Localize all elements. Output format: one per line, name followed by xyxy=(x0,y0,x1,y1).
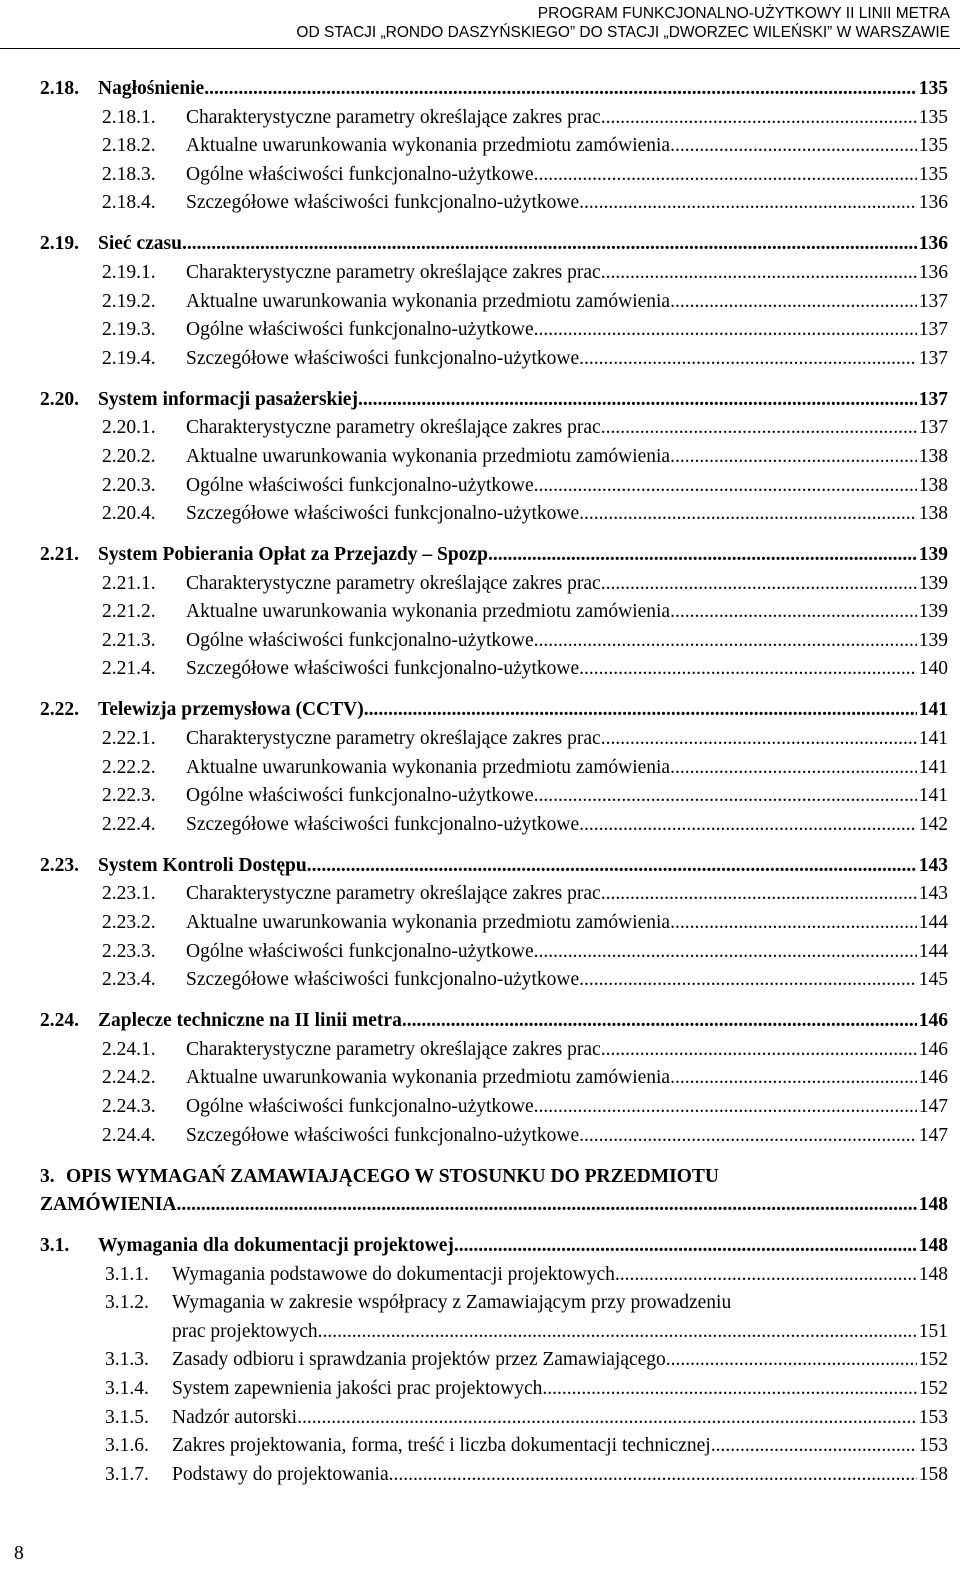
toc-entry-page: 137 xyxy=(918,319,948,341)
table-of-contents xyxy=(40,75,948,1489)
header-rule xyxy=(0,48,960,49)
toc-entry[interactable] xyxy=(40,132,948,161)
toc-entry[interactable] xyxy=(40,1375,948,1404)
toc-entry-title: ZAMÓWIENIA xyxy=(40,1194,177,1216)
toc-entry-title: System zapewnienia jakości prac projektowych xyxy=(172,1378,543,1400)
toc-dot-leader xyxy=(402,1007,917,1036)
toc-entry[interactable] xyxy=(40,1461,948,1490)
toc-entry-number: 2.18.1. xyxy=(102,106,156,128)
toc-dot-leader xyxy=(579,811,917,840)
toc-dot-leader xyxy=(615,1261,917,1290)
toc-entry-page: 152 xyxy=(918,1378,948,1400)
page-number: 8 xyxy=(14,1543,24,1564)
toc-entry-number: 3. xyxy=(40,1165,55,1187)
toc-entry[interactable] xyxy=(40,541,948,570)
toc-dot-leader xyxy=(534,161,917,190)
toc-entry-page: 141 xyxy=(918,785,948,807)
toc-dot-leader xyxy=(534,938,917,967)
toc-entry-title: Zaplecze techniczne na II linii metra xyxy=(98,1010,402,1032)
toc-entry[interactable] xyxy=(40,1318,948,1347)
toc-entry-page: 147 xyxy=(918,1095,948,1117)
toc-entry-number: 2.19. xyxy=(40,233,79,255)
toc-entry[interactable] xyxy=(40,1346,948,1375)
toc-entry[interactable] xyxy=(40,754,948,783)
toc-dot-leader xyxy=(666,1346,917,1375)
toc-dot-leader xyxy=(601,414,917,443)
toc-entry-page: 141 xyxy=(918,756,948,778)
toc-entry[interactable] xyxy=(40,696,948,725)
toc-entry-title: Ogólne właściwości funkcjonalno-użytkowe xyxy=(186,474,534,496)
toc-entry-page: 144 xyxy=(918,911,948,933)
toc-entry-number: 3.1.2. xyxy=(105,1292,149,1314)
toc-entry-title: System Pobierania Opłat za Przejazdy – Spozp xyxy=(98,544,488,566)
toc-entry-page: 151 xyxy=(918,1320,948,1342)
toc-entry[interactable] xyxy=(40,288,948,317)
toc-entry[interactable] xyxy=(40,1064,948,1093)
toc-entry-number: 3.1.6. xyxy=(105,1435,149,1457)
toc-entry-page: 139 xyxy=(918,544,948,566)
toc-entry-page: 148 xyxy=(918,1194,948,1216)
toc-dot-leader xyxy=(670,598,917,627)
toc-entry-page: 139 xyxy=(918,572,948,594)
toc-entry[interactable] xyxy=(40,386,948,415)
toc-entry-title: Ogólne właściwości funkcjonalno-użytkowe xyxy=(186,1095,534,1117)
toc-entry-title: prac projektowych xyxy=(172,1320,318,1342)
toc-entry-title: Charakterystyczne parametry określające zakres prac xyxy=(186,572,601,594)
toc-entry-page: 137 xyxy=(918,290,948,312)
toc-entry[interactable] xyxy=(40,104,948,133)
toc-entry-page: 142 xyxy=(918,813,948,835)
toc-entry-line xyxy=(40,1163,948,1192)
toc-entry-title: Szczegółowe właściwości funkcjonalno-użytkowe xyxy=(186,347,580,369)
toc-entry-number: 2.21.2. xyxy=(102,601,156,623)
toc-entry-number: 2.24.1. xyxy=(102,1038,156,1060)
toc-entry-title: Ogólne właściwości funkcjonalno-użytkowe xyxy=(186,319,534,341)
toc-entry[interactable] xyxy=(40,189,948,218)
toc-dot-leader xyxy=(534,316,917,345)
toc-entry[interactable] xyxy=(40,938,948,967)
toc-entry-number: 2.19.3. xyxy=(102,319,156,341)
toc-entry-page: 135 xyxy=(918,163,948,185)
toc-entry-page: 153 xyxy=(918,1406,948,1428)
toc-dot-leader xyxy=(601,570,917,599)
toc-entry-page: 143 xyxy=(918,854,948,876)
toc-entry[interactable] xyxy=(40,1432,948,1461)
toc-entry-number: 2.24.3. xyxy=(102,1095,156,1117)
toc-dot-leader xyxy=(177,1191,917,1220)
toc-entry-number: 2.21.4. xyxy=(102,658,156,680)
toc-dot-leader xyxy=(670,132,917,161)
toc-dot-leader xyxy=(601,1036,917,1065)
toc-entry-number: 2.18. xyxy=(40,78,79,99)
toc-entry-title: System Kontroli Dostępu xyxy=(98,854,307,876)
toc-entry-title: Sieć czasu xyxy=(98,233,182,255)
toc-entry[interactable] xyxy=(40,161,948,190)
toc-entry-title: Wymagania dla dokumentacji projektowej xyxy=(98,1235,454,1257)
toc-dot-leader xyxy=(579,1122,917,1151)
toc-entry-page: 135 xyxy=(918,106,948,128)
toc-dot-leader xyxy=(711,1432,917,1461)
toc-dot-leader xyxy=(579,500,917,529)
toc-entry[interactable] xyxy=(40,1191,948,1220)
toc-entry-title: Charakterystyczne parametry określające zakres prac xyxy=(186,106,601,128)
toc-entry-title: Szczegółowe właściwości funkcjonalno-użytkowe xyxy=(186,658,580,680)
toc-dot-leader xyxy=(670,288,917,317)
toc-dot-leader xyxy=(389,1461,917,1490)
toc-entry-page: 158 xyxy=(918,1463,948,1485)
toc-entry-title: Wymagania w zakresie współpracy z Zamawiającym przy prowadzeniu xyxy=(172,1292,732,1314)
toc-entry-number: 2.21.1. xyxy=(102,572,156,594)
toc-entry-title: Ogólne właściwości funkcjonalno-użytkowe xyxy=(186,629,534,651)
toc-entry-page: 148 xyxy=(918,1263,948,1285)
toc-dot-leader xyxy=(307,852,917,881)
toc-entry[interactable] xyxy=(40,570,948,599)
toc-dot-leader xyxy=(297,1404,917,1433)
toc-entry-page: 145 xyxy=(918,969,948,991)
toc-entry-page: 146 xyxy=(918,1067,948,1089)
toc-entry-title: System informacji pasażerskiej xyxy=(98,388,358,410)
toc-dot-leader xyxy=(670,1064,917,1093)
toc-entry-page: 137 xyxy=(918,417,948,439)
toc-entry-number: 2.23.3. xyxy=(102,940,156,962)
toc-dot-leader xyxy=(534,472,917,501)
toc-entry-title: Charakterystyczne parametry określające zakres prac xyxy=(186,417,601,439)
toc-entry-number: 2.18.3. xyxy=(102,163,156,185)
toc-entry-page: 136 xyxy=(918,192,948,214)
toc-entry-title: Zakres projektowania, forma, treść i liczba dokumentacji technicznej xyxy=(172,1435,711,1457)
toc-entry-page: 136 xyxy=(918,233,948,255)
toc-entry-number: 2.22.4. xyxy=(102,813,156,835)
toc-entry-title: Charakterystyczne parametry określające zakres prac xyxy=(186,728,601,750)
toc-entry[interactable] xyxy=(40,655,948,684)
toc-entry-number: 2.18.4. xyxy=(102,192,156,214)
toc-entry-page: 146 xyxy=(918,1010,948,1032)
toc-entry[interactable] xyxy=(40,725,948,754)
toc-entry-number: 2.23.2. xyxy=(102,911,156,933)
toc-entry-page: 140 xyxy=(918,658,948,680)
toc-entry[interactable] xyxy=(40,472,948,501)
toc-entry-title: Nadzór autorski xyxy=(172,1406,298,1428)
toc-entry-title: Ogólne właściwości funkcjonalno-użytkowe xyxy=(186,785,534,807)
toc-entry-title: OPIS WYMAGAŃ ZAMAWIAJĄCEGO W STOSUNKU DO PRZEDMIOTU xyxy=(66,1165,719,1187)
toc-dot-leader xyxy=(454,1232,917,1261)
toc-entry[interactable] xyxy=(40,909,948,938)
toc-entry[interactable] xyxy=(40,1261,948,1290)
toc-dot-leader xyxy=(542,1375,916,1404)
toc-dot-leader xyxy=(579,655,917,684)
toc-entry-page: 138 xyxy=(918,474,948,496)
toc-entry-title: Szczegółowe właściwości funkcjonalno-użytkowe xyxy=(186,192,580,214)
toc-entry[interactable] xyxy=(40,1036,948,1065)
toc-entry-page: 148 xyxy=(918,1235,948,1257)
toc-entry-page: 146 xyxy=(918,1038,948,1060)
toc-dot-leader xyxy=(579,189,917,218)
toc-entry-title: Charakterystyczne parametry określające zakres prac xyxy=(186,883,601,905)
toc-entry-number: 2.24.2. xyxy=(102,1067,156,1089)
toc-entry-title: Telewizja przemysłowa (CCTV) xyxy=(98,699,364,721)
toc-entry-number: 2.20.1. xyxy=(102,417,156,439)
toc-entry-number: 2.20.2. xyxy=(102,445,156,467)
toc-entry-title: Szczegółowe właściwości funkcjonalno-użytkowe xyxy=(186,503,580,525)
toc-entry-number: 2.22.2. xyxy=(102,756,156,778)
toc-entry[interactable] xyxy=(40,852,948,881)
toc-entry-number: 2.22.3. xyxy=(102,785,156,807)
toc-entry-number: 2.23.4. xyxy=(102,969,156,991)
toc-dot-leader xyxy=(579,966,917,995)
toc-entry[interactable] xyxy=(40,230,948,259)
toc-entry-number: 2.24. xyxy=(40,1010,79,1032)
toc-entry-number: 2.19.2. xyxy=(102,290,156,312)
toc-dot-leader xyxy=(182,230,917,259)
toc-entry-page: 152 xyxy=(918,1349,948,1371)
toc-entry-number: 3.1.4. xyxy=(105,1378,149,1400)
toc-entry-page: 153 xyxy=(918,1435,948,1457)
toc-entry-title: Aktualne uwarunkowania wykonania przedmiotu zamówienia xyxy=(186,135,671,157)
toc-entry-line xyxy=(40,1289,948,1318)
toc-entry-title: Aktualne uwarunkowania wykonania przedmiotu zamówienia xyxy=(186,445,671,467)
toc-entry[interactable] xyxy=(40,443,948,472)
toc-entry-number: 3.1.3. xyxy=(105,1349,149,1371)
toc-entry-title: Charakterystyczne parametry określające zakres prac xyxy=(186,1038,601,1060)
header-line-1: PROGRAM FUNKCJONALNO-UŻYTKOWY II LINII METRA xyxy=(537,5,950,22)
toc-entry-page: 143 xyxy=(918,883,948,905)
toc-dot-leader xyxy=(488,541,917,570)
toc-entry-title: Podstawy do projektowania xyxy=(172,1463,389,1485)
toc-entry-number: 2.22. xyxy=(40,699,79,721)
toc-entry-number: 2.20.3. xyxy=(102,474,156,496)
toc-entry-page: 137 xyxy=(918,347,948,369)
toc-entry-number: 2.24.4. xyxy=(102,1124,156,1146)
toc-entry-number: 2.19.4. xyxy=(102,347,156,369)
toc-dot-leader xyxy=(534,1093,917,1122)
toc-entry-number: 2.23.1. xyxy=(102,883,156,905)
toc-entry[interactable] xyxy=(40,414,948,443)
toc-entry-title: Szczegółowe właściwości funkcjonalno-użytkowe xyxy=(186,1124,580,1146)
toc-entry[interactable] xyxy=(40,811,948,840)
toc-dot-leader xyxy=(579,345,917,374)
toc-entry-title: Ogólne właściwości funkcjonalno-użytkowe xyxy=(186,163,534,185)
toc-entry-number: 2.23. xyxy=(40,854,79,876)
toc-entry[interactable] xyxy=(40,1093,948,1122)
toc-entry-number: 2.18.2. xyxy=(102,135,156,157)
toc-dot-leader xyxy=(601,104,917,133)
toc-dot-leader xyxy=(204,75,917,104)
toc-dot-leader xyxy=(364,696,917,725)
toc-entry-page: 135 xyxy=(918,135,948,157)
toc-entry[interactable] xyxy=(40,75,948,104)
toc-entry[interactable] xyxy=(40,500,948,529)
toc-entry[interactable] xyxy=(40,880,948,909)
toc-entry[interactable] xyxy=(40,782,948,811)
toc-entry-page: 136 xyxy=(918,261,948,283)
toc-entry-page: 135 xyxy=(918,78,948,99)
toc-dot-leader xyxy=(534,627,917,656)
toc-entry[interactable] xyxy=(40,259,948,288)
header-line-2: OD STACJI „RONDO DASZYŃSKIEGO” DO STACJI „DWORZEC WILEŃSKI” W WARSZAWIE xyxy=(296,24,950,41)
toc-entry-page: 141 xyxy=(918,728,948,750)
toc-entry-page: 147 xyxy=(918,1124,948,1146)
toc-entry-title: Aktualne uwarunkowania wykonania przedmiotu zamówienia xyxy=(186,601,671,623)
toc-entry-number: 3.1. xyxy=(40,1235,70,1257)
toc-entry-page: 138 xyxy=(918,445,948,467)
toc-entry-page: 137 xyxy=(918,388,948,410)
toc-entry[interactable] xyxy=(40,1404,948,1433)
toc-dot-leader xyxy=(670,443,917,472)
toc-entry-page: 138 xyxy=(918,503,948,525)
toc-entry[interactable] xyxy=(40,627,948,656)
page-header xyxy=(296,4,950,42)
toc-entry-number: 3.1.7. xyxy=(105,1463,149,1485)
toc-entry[interactable] xyxy=(40,1122,948,1151)
toc-entry-number: 2.20.4. xyxy=(102,503,156,525)
toc-entry[interactable] xyxy=(40,1007,948,1036)
toc-entry[interactable] xyxy=(40,598,948,627)
toc-entry-title: Wymagania podstawowe do dokumentacji projektowych xyxy=(172,1263,615,1285)
toc-dot-leader xyxy=(358,386,917,415)
toc-dot-leader xyxy=(670,754,917,783)
toc-entry-page: 144 xyxy=(918,940,948,962)
toc-entry-title: Aktualne uwarunkowania wykonania przedmiotu zamówienia xyxy=(186,1067,671,1089)
toc-entry-number: 2.21. xyxy=(40,544,79,566)
toc-entry[interactable] xyxy=(40,345,948,374)
toc-entry-title: Aktualne uwarunkowania wykonania przedmiotu zamówienia xyxy=(186,756,671,778)
toc-entry-title: Szczegółowe właściwości funkcjonalno-użytkowe xyxy=(186,813,580,835)
toc-entry-title: Ogólne właściwości funkcjonalno-użytkowe xyxy=(186,940,534,962)
toc-entry-title: Zasady odbioru i sprawdzania projektów przez Zamawiającego xyxy=(172,1349,666,1371)
toc-entry-number: 2.21.3. xyxy=(102,629,156,651)
toc-dot-leader xyxy=(601,725,917,754)
toc-entry-title: Szczegółowe właściwości funkcjonalno-użytkowe xyxy=(186,969,580,991)
toc-entry-title: Aktualne uwarunkowania wykonania przedmiotu zamówienia xyxy=(186,911,671,933)
toc-entry-title: Aktualne uwarunkowania wykonania przedmiotu zamówienia xyxy=(186,290,671,312)
toc-dot-leader xyxy=(534,782,917,811)
toc-entry-number: 2.22.1. xyxy=(102,728,156,750)
toc-entry[interactable] xyxy=(40,1232,948,1261)
toc-dot-leader xyxy=(318,1318,917,1347)
toc-entry-title: Charakterystyczne parametry określające zakres prac xyxy=(186,261,601,283)
toc-entry-number: 3.1.5. xyxy=(105,1406,149,1428)
toc-entry[interactable] xyxy=(40,966,948,995)
toc-entry-number: 2.19.1. xyxy=(102,261,156,283)
toc-dot-leader xyxy=(670,909,917,938)
toc-entry-page: 139 xyxy=(918,629,948,651)
toc-entry-page: 139 xyxy=(918,601,948,623)
toc-entry-number: 3.1.1. xyxy=(105,1263,149,1285)
toc-entry-title: Nagłośnienie xyxy=(98,78,205,99)
toc-entry-number: 2.20. xyxy=(40,388,79,410)
toc-dot-leader xyxy=(601,880,917,909)
toc-dot-leader xyxy=(601,259,917,288)
toc-entry-page: 141 xyxy=(918,699,948,721)
toc-entry[interactable] xyxy=(40,316,948,345)
